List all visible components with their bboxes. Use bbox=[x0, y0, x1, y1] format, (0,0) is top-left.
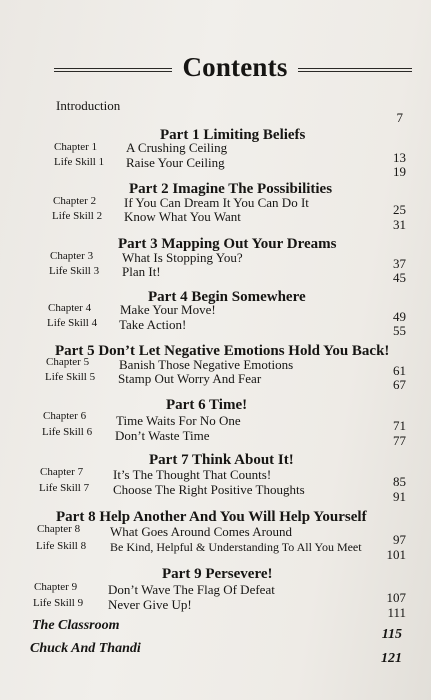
part-8-lifeskill-title: Be Kind, Helpful & Understanding To All You Meet bbox=[110, 540, 362, 554]
extra-classroom-title: The Classroom bbox=[32, 618, 120, 633]
part-1-lifeskill-title: Raise Your Ceiling bbox=[126, 155, 225, 170]
part-1-heading: Part 1 Limiting Beliefs bbox=[160, 127, 306, 143]
extra-chuck-thandi-page: 121 bbox=[381, 651, 402, 666]
part-5-lifeskill-page: 67 bbox=[393, 377, 406, 392]
part-4-lifeskill-page: 55 bbox=[393, 323, 406, 338]
part-7-lifeskill-title: Choose The Right Positive Thoughts bbox=[113, 482, 305, 497]
part-6-chapter-title: Time Waits For No One bbox=[116, 413, 241, 428]
part-5-lifeskill-label: Life Skill 5 bbox=[45, 371, 96, 383]
part-3-lifeskill-page: 45 bbox=[393, 270, 406, 285]
part-4-chapter-page: 49 bbox=[393, 309, 406, 324]
part-6-chapter-page: 71 bbox=[393, 418, 406, 433]
part-2-chapter-title: If You Can Dream It You Can Do It bbox=[124, 195, 309, 210]
part-9-lifeskill-page: 111 bbox=[387, 605, 406, 620]
part-2-lifeskill-title: Know What You Want bbox=[124, 209, 241, 224]
part-7-chapter-label: Chapter 7 bbox=[40, 466, 84, 478]
part-6-lifeskill-title: Don’t Waste Time bbox=[115, 428, 210, 443]
part-4-chapter-label: Chapter 4 bbox=[48, 302, 92, 314]
part-4-chapter-title: Make Your Move! bbox=[120, 302, 216, 317]
part-8-lifeskill-label: Life Skill 8 bbox=[36, 540, 87, 552]
part-8-chapter-label: Chapter 8 bbox=[37, 523, 81, 535]
part-3-heading: Part 3 Mapping Out Your Dreams bbox=[118, 236, 337, 252]
part-2-heading: Part 2 Imagine The Possibilities bbox=[129, 181, 333, 197]
part-9-chapter-page: 107 bbox=[386, 590, 406, 605]
part-3-chapter-title: What Is Stopping You? bbox=[122, 250, 243, 265]
part-9-chapter-title: Don’t Wave The Flag Of Defeat bbox=[108, 582, 275, 597]
part-6-lifeskill-page: 77 bbox=[393, 433, 406, 448]
part-9-chapter-label: Chapter 9 bbox=[34, 581, 78, 593]
part-5-chapter-title: Banish Those Negative Emotions bbox=[119, 357, 294, 372]
header-rule-left bbox=[54, 68, 172, 72]
part-5-lifeskill-title: Stamp Out Worry And Fear bbox=[118, 371, 262, 386]
part-6-heading: Part 6 Time! bbox=[166, 397, 248, 413]
part-4-lifeskill-title: Take Action! bbox=[119, 317, 187, 332]
part-1-lifeskill-label: Life Skill 1 bbox=[54, 156, 105, 168]
intro-label: Introduction bbox=[56, 98, 121, 113]
part-6-lifeskill-label: Life Skill 6 bbox=[42, 426, 93, 438]
part-4-lifeskill-label: Life Skill 4 bbox=[47, 317, 98, 329]
extra-chuck-thandi-title: Chuck And Thandi bbox=[30, 641, 141, 656]
part-8-chapter-title: What Goes Around Comes Around bbox=[110, 524, 292, 539]
part-1-lifeskill-page: 19 bbox=[393, 164, 406, 179]
part-9-heading: Part 9 Persevere! bbox=[162, 566, 273, 582]
part-7-lifeskill-label: Life Skill 7 bbox=[39, 482, 90, 494]
header-rule-right bbox=[298, 68, 412, 72]
intro-page: 7 bbox=[396, 110, 403, 125]
extra-classroom-page: 115 bbox=[381, 627, 402, 642]
part-5-chapter-label: Chapter 5 bbox=[46, 356, 90, 368]
part-4-heading: Part 4 Begin Somewhere bbox=[148, 289, 306, 305]
part-5-chapter-page: 61 bbox=[393, 363, 406, 378]
part-5-heading: Part 5 Don’t Let Negative Emotions Hold You Back! bbox=[55, 343, 390, 359]
part-8-heading: Part 8 Help Another And You Will Help Yourself bbox=[56, 509, 367, 525]
part-7-heading: Part 7 Think About It! bbox=[149, 452, 294, 468]
part-8-chapter-page: 97 bbox=[393, 532, 406, 547]
part-2-lifeskill-page: 31 bbox=[393, 217, 406, 232]
contents-header bbox=[0, 52, 431, 96]
part-9-lifeskill-label: Life Skill 9 bbox=[33, 597, 84, 609]
part-7-lifeskill-page: 91 bbox=[393, 489, 406, 504]
part-2-chapter-page: 25 bbox=[393, 202, 406, 217]
part-9-lifeskill-title: Never Give Up! bbox=[108, 597, 192, 612]
page-title: Contents bbox=[182, 52, 288, 82]
part-3-lifeskill-title: Plan It! bbox=[122, 264, 161, 279]
part-3-lifeskill-label: Life Skill 3 bbox=[49, 265, 100, 277]
part-6-chapter-label: Chapter 6 bbox=[43, 410, 87, 422]
part-2-lifeskill-label: Life Skill 2 bbox=[52, 210, 103, 222]
part-2-chapter-label: Chapter 2 bbox=[53, 195, 97, 207]
part-7-chapter-page: 85 bbox=[393, 474, 406, 489]
part-3-chapter-page: 37 bbox=[393, 256, 406, 271]
part-1-chapter-page: 13 bbox=[393, 150, 406, 165]
part-3-chapter-label: Chapter 3 bbox=[50, 250, 94, 262]
part-1-chapter-label: Chapter 1 bbox=[54, 141, 98, 153]
part-1-chapter-title: A Crushing Ceiling bbox=[126, 140, 228, 155]
part-8-lifeskill-page: 101 bbox=[386, 547, 406, 562]
part-7-chapter-title: It’s The Thought That Counts! bbox=[113, 467, 272, 482]
